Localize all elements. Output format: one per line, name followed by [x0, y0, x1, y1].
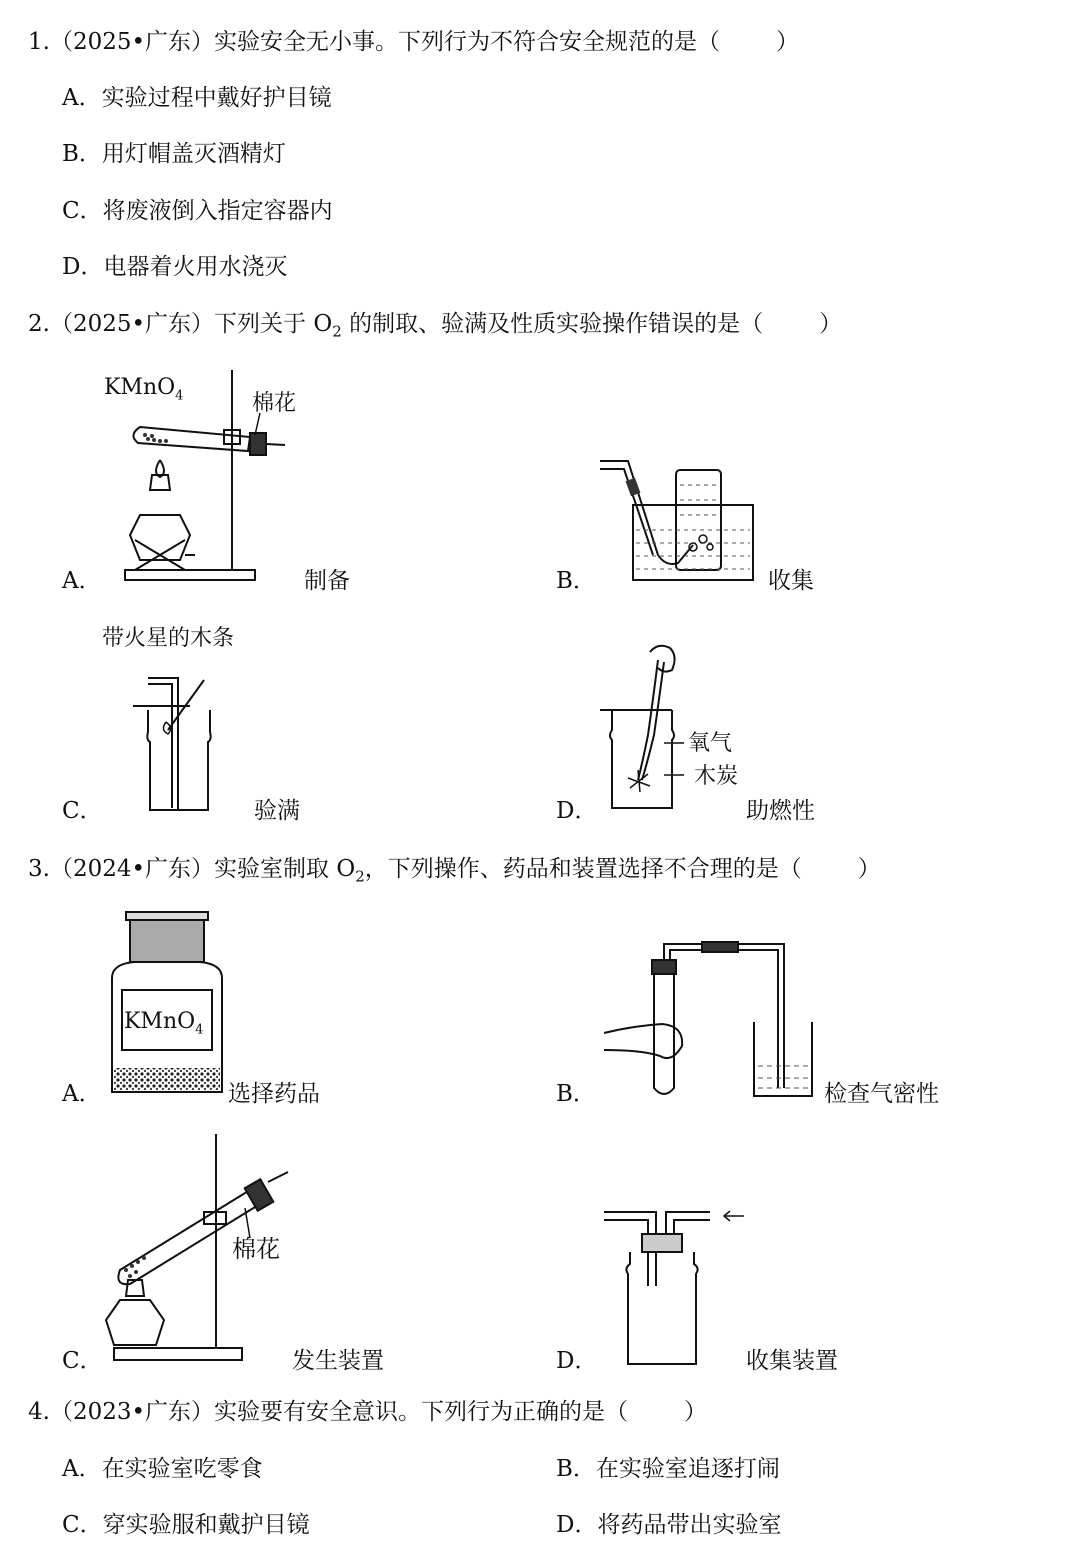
q2-figure-d-charcoal-combustion — [598, 640, 698, 815]
question-4-text: 4.（2023•广东）实验要有安全意识。下列行为正确的是（ — [28, 1399, 629, 1425]
q2-option-c-caption: 验满 — [254, 798, 300, 824]
question-2-close-paren: ） — [819, 311, 843, 337]
q2-figure-a-reagent-label: KMnO$_4$ — [104, 375, 184, 404]
q2-option-a-caption: 制备 — [304, 568, 350, 594]
question-1-option-c: C．将废液倒入指定容器内 — [62, 198, 333, 224]
question-2-subscript: 2 — [332, 322, 342, 341]
q2-figure-c-glowing-splint-test — [128, 670, 238, 815]
q3-figure-d-collection-bottle — [600, 1206, 750, 1371]
q2-option-b-letter: B． — [556, 568, 596, 594]
question-4-option-c: C．穿实验服和戴护目镜 — [62, 1512, 310, 1538]
question-1-option-d: D．电器着火用水浇灭 — [62, 254, 288, 280]
question-4-option-a: A．在实验室吃零食 — [62, 1456, 263, 1482]
q2-figure-d-charcoal-label: 木炭 — [694, 764, 739, 789]
q3-option-d-caption: 收集装置 — [746, 1348, 838, 1374]
q2-figure-a-cotton-label: 棉花 — [252, 391, 297, 416]
question-3-text-a: 3.（2024•广东）实验室制取 O — [28, 856, 356, 882]
question-4-option-d: D．将药品带出实验室 — [556, 1512, 782, 1538]
question-3-stem — [28, 854, 881, 892]
question-1-option-a: A．实验过程中戴好护目镜 — [62, 85, 332, 111]
q3-option-b-letter: B． — [556, 1081, 596, 1107]
q3-figure-a-reagent-label: KMnO$_4$ — [124, 1009, 204, 1038]
question-4-option-b: B．在实验室追逐打闹 — [556, 1456, 780, 1482]
q3-option-a-caption: 选择药品 — [228, 1081, 320, 1107]
q2-option-d-letter: D． — [556, 798, 598, 824]
q3-option-c-caption: 发生装置 — [292, 1348, 384, 1374]
q2-figure-d-oxygen-label: 氧气 — [688, 731, 733, 756]
question-1-stem — [28, 27, 799, 57]
q3-figure-b-airtightness-check — [602, 938, 817, 1103]
q2-option-c-letter: C． — [62, 798, 103, 824]
q3-figure-a-reagent-bottle — [104, 910, 229, 1100]
question-2-text-b: 的制取、验满及性质实验操作错误的是（ — [341, 311, 764, 337]
q3-option-a-letter: A． — [62, 1081, 102, 1107]
question-4-stem — [28, 1397, 707, 1427]
q3-option-d-letter: D． — [556, 1348, 598, 1374]
question-3-text-b: ，下列操作、药品和装置选择不合理的是（ — [364, 856, 802, 882]
q2-figure-c-splint-label: 带火星的木条 — [102, 626, 235, 651]
question-2-text-a: 2.（2025•广东）下列关于 O — [28, 311, 333, 337]
question-3-subscript: 2 — [355, 867, 365, 886]
q3-option-c-letter: C． — [62, 1348, 103, 1374]
question-2-stem — [28, 309, 842, 347]
q2-option-a-letter: A． — [62, 568, 102, 594]
question-3-close-paren: ） — [857, 856, 881, 882]
q2-option-b-caption: 收集 — [768, 568, 814, 594]
q3-figure-c-cotton-label: 棉花 — [232, 1235, 280, 1263]
question-1-close-paren: ） — [776, 29, 800, 55]
q3-option-b-caption: 检查气密性 — [824, 1081, 939, 1107]
question-1-option-b: B．用灯帽盖灭酒精灯 — [62, 141, 286, 167]
question-4-close-paren: ） — [684, 1399, 708, 1425]
question-1-text: 1.（2025•广东）实验安全无小事。下列行为不符合安全规范的是（ — [28, 29, 721, 55]
q2-figure-b-water-collection — [598, 455, 758, 585]
q2-option-d-caption: 助燃性 — [746, 798, 815, 824]
